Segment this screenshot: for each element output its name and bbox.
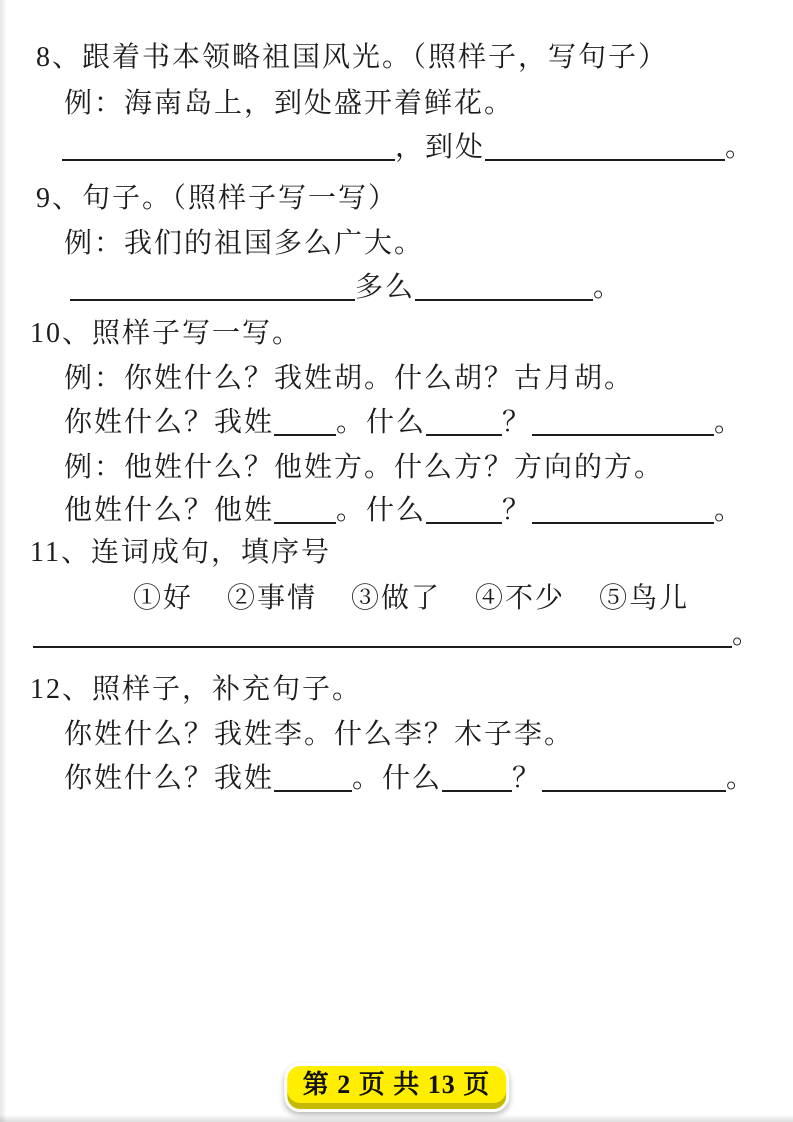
page-edge-shadow-bottom <box>0 1115 793 1122</box>
answer-connector-text: ，到处 <box>395 132 486 163</box>
fill-text: ？ <box>502 495 533 526</box>
question-12-example <box>64 717 574 753</box>
example-text: 例：你姓什么？我姓胡。什么胡？古月胡。 <box>64 363 635 394</box>
question-12-heading <box>30 672 362 708</box>
question-8-example <box>64 86 514 122</box>
fill-text: 。 <box>726 763 757 794</box>
fill-text: 他姓什么？他姓 <box>64 495 275 526</box>
page-edge-shadow-left <box>0 0 7 1122</box>
answer-blank <box>442 764 512 792</box>
fill-text: ？ <box>502 407 533 438</box>
fill-text: 。什么 <box>336 495 427 526</box>
question-10-fill-line-2 <box>64 493 744 529</box>
answer-blank <box>532 496 714 524</box>
question-8-answer-line <box>62 130 755 166</box>
question-10-fill-line-1 <box>64 405 744 441</box>
fill-text: 。 <box>714 495 745 526</box>
question-12-fill-line <box>64 761 756 797</box>
question-10-number: 10、 <box>30 318 93 349</box>
option-item-3: ③做了 <box>351 583 442 614</box>
answer-period: 。 <box>593 272 624 303</box>
example-text: 例：海南岛上，到处盛开着鲜花。 <box>64 88 515 119</box>
example-text: 例：他姓什么？他姓方。什么方？方向的方。 <box>64 452 665 483</box>
answer-blank <box>274 408 336 436</box>
question-8-number: 8、 <box>36 42 83 73</box>
answer-blank <box>70 273 355 301</box>
example-text: 你姓什么？我姓李。什么李？木子李。 <box>64 719 575 750</box>
answer-blank <box>274 764 352 792</box>
answer-blank <box>542 764 726 792</box>
question-10-example-2 <box>64 450 664 486</box>
question-9-example <box>64 226 424 262</box>
answer-period: 。 <box>732 619 763 650</box>
option-item-1: ①好 <box>133 583 194 614</box>
fill-text: 。什么 <box>352 763 443 794</box>
answer-blank <box>532 408 714 436</box>
question-11-number: 11、 <box>30 537 91 568</box>
fill-text: 你姓什么？我姓 <box>64 407 275 438</box>
question-9-title: 句子。（照样子写一写） <box>82 183 399 214</box>
question-12-number: 12、 <box>30 674 93 705</box>
question-9-number: 9、 <box>36 183 83 214</box>
fill-text: 。什么 <box>336 407 427 438</box>
answer-blank <box>274 496 336 524</box>
answer-blank <box>426 496 502 524</box>
answer-blank <box>485 133 725 161</box>
question-11-answer-line <box>33 617 762 653</box>
question-10-example-1 <box>64 361 634 397</box>
question-10-heading <box>30 316 302 352</box>
question-9-answer-line <box>70 270 623 306</box>
answer-period: 。 <box>725 132 756 163</box>
question-8-title: 跟着书本领略祖国风光。（照样子，写句子） <box>82 42 669 73</box>
fill-text: ？ <box>512 763 543 794</box>
answer-blank <box>33 620 732 648</box>
question-11-title: 连词成句，填序号 <box>90 537 331 568</box>
fill-text: 你姓什么？我姓 <box>64 763 275 794</box>
option-item-5: ⑤鸟儿 <box>599 583 690 614</box>
answer-connector-text: 多么 <box>355 272 416 303</box>
option-item-4: ④不少 <box>475 583 566 614</box>
question-11-heading <box>30 535 331 571</box>
option-item-2: ②事情 <box>227 583 318 614</box>
question-8-heading <box>36 40 668 76</box>
answer-blank <box>426 408 502 436</box>
page-number-badge <box>284 1063 510 1112</box>
answer-blank <box>415 273 593 301</box>
question-11-options <box>133 581 689 617</box>
question-9-heading <box>36 181 398 217</box>
question-12-title: 照样子，补充句子。 <box>92 674 363 705</box>
page-number-label: 第 2 页 共 13 页 <box>302 1070 491 1099</box>
answer-blank <box>62 133 395 161</box>
example-text: 例：我们的祖国多么广大。 <box>64 228 425 259</box>
fill-text: 。 <box>714 407 745 438</box>
question-10-title: 照样子写一写。 <box>92 318 303 349</box>
